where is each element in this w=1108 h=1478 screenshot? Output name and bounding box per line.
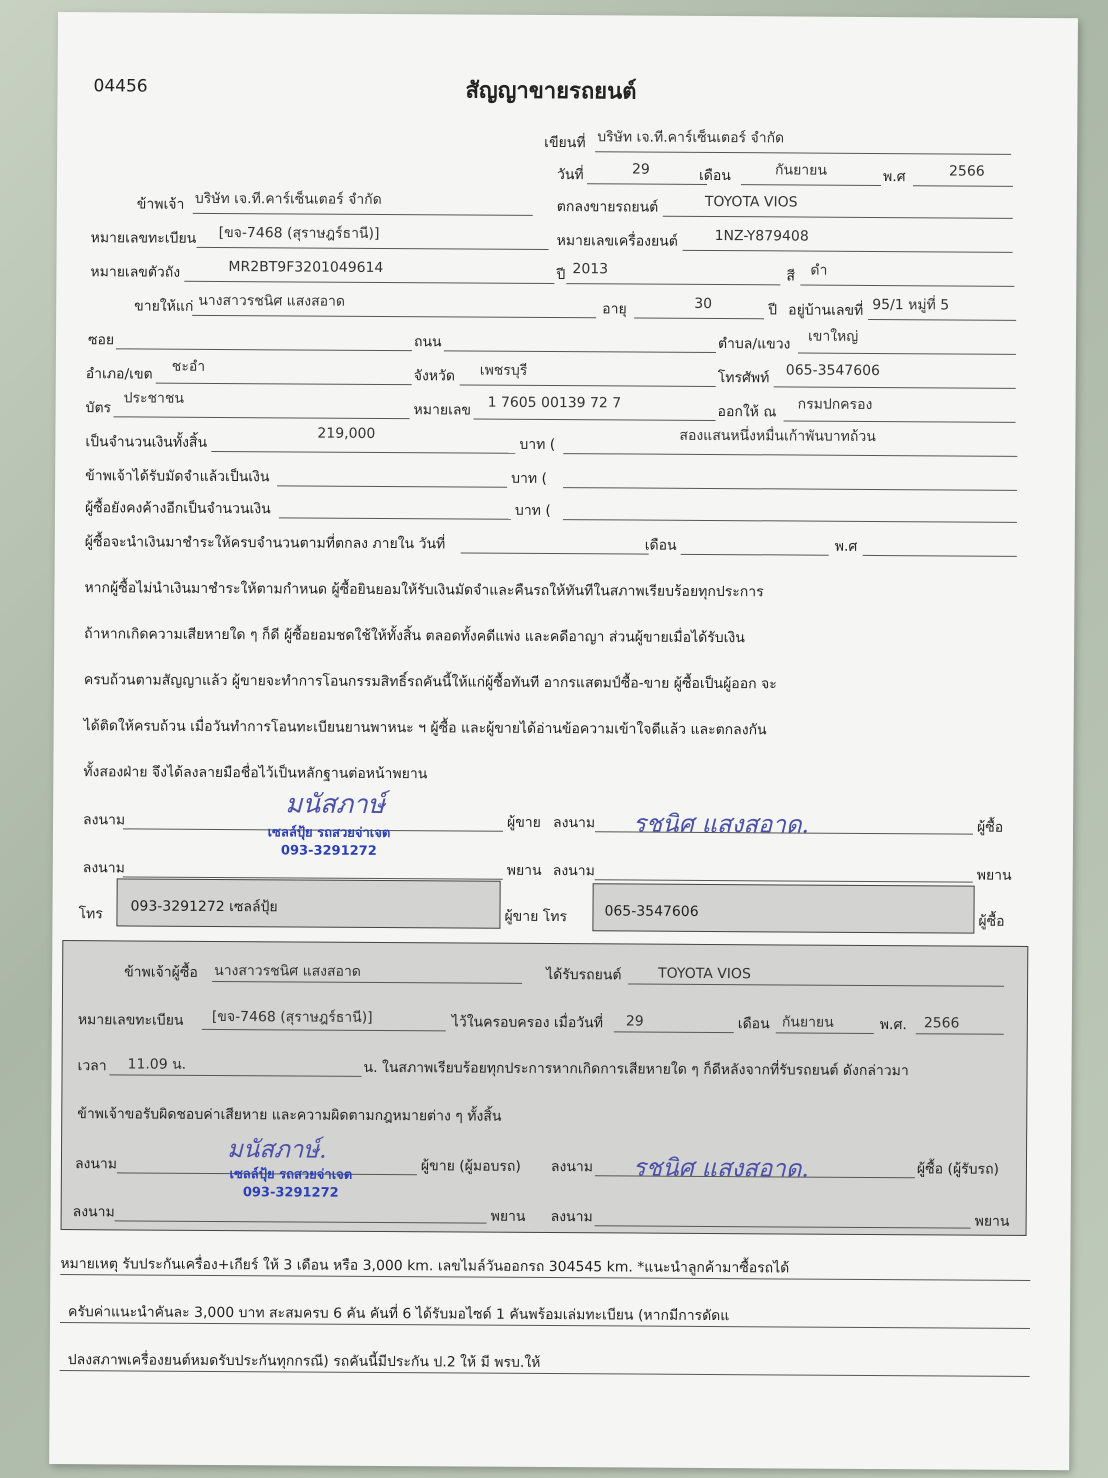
receipt-liability-text: ข้าพเจ้าขอรับผิดชอบค่าเสียหาย และความผิดตามกฎหมายต่าง ๆ ทั้งสิ้น [77,1106,502,1125]
amphoe-label: อำเภอ/เขต [85,366,153,383]
year-label: ปี [556,267,566,284]
soi-label: ซอย [87,332,115,349]
receipt-buyer-name: นางสาวรชนิศ แสงสอาด [214,962,361,980]
sell-to-label: ขายให้แก่ [134,298,194,315]
terms-paragraph-3: ครบถ้วนตามสัญญาแล้ว ผู้ขายจะทำการโอนกรรมสิทธิ์รถคันนี้ให้แก่ผู้ซื้อทันที อากรแสตมป์ซื้อ-ขาย ผู้ซื้อเป็นผู้ออก จะ [83,672,777,693]
plate-value: [ขจ-7468 (สุราษฎร์ธานี)] [218,224,380,242]
seller-stamp-phone: 093-3291272 [280,843,377,859]
written-at-label: เขียนที่ [544,134,586,152]
tambon-value: เขาใหญ่ [807,328,859,345]
note-line-1: หมายเหตุ รับประกันเครื่อง+เกียร์ ให้ 3 เดือน หรือ 3,000 km. เลขไมล์วันออกรถ 304545 km. *แนะนำลูกค้ามาซื้อรถได้ [60,1256,790,1277]
receipt-seller-sign-label: ลงนาม [74,1156,118,1173]
terms-paragraph-5: ทั้งสองฝ่าย จึงได้ลงลายมือชื่อไว้เป็นหลักฐานต่อหน้าพยาน [83,764,428,783]
month-label: เดือน [698,167,731,185]
witness1-label: พยาน [506,862,542,879]
phone-value: 065-3547606 [785,362,880,380]
remaining-baht-label: บาท ( [514,502,551,520]
engine-no-value: 1NZ-Y879408 [714,228,809,245]
road-label: ถนน [413,334,442,351]
buyer-tel-value: 065-3547606 [604,903,699,920]
phone-label: โทรศัพท์ [717,370,770,387]
buyer-sign-label: ลงนาม [553,815,596,832]
buyer-signature: รชนิศ แสงสอาด. [632,809,810,839]
issued-by-value: กรมปกครอง [797,396,873,413]
card-number-value: 1 7605 00139 72 7 [487,394,622,412]
total-amount-value: 219,000 [317,425,376,442]
receipt-plate-label: หมายเลขทะเบียน [77,1012,184,1029]
receipt-seller-role: ผู้ขาย (ผู้มอบรถ) [420,1158,521,1175]
receipt-witness1-label: พยาน [490,1208,526,1225]
receipt-buyer-sign-label: ลงนาม [550,1159,594,1176]
written-at-value: บริษัท เจ.ที.คาร์เซ็นเตอร์ จำกัด [597,129,785,147]
card-number-label: หมายเลข [413,402,472,419]
receipt-stamp-name: เซลล์ปุ้ย รถสวยจ่าเจต [229,1167,353,1183]
receipt-year-value: 2566 [923,1015,960,1032]
age-value: 30 [694,295,713,313]
receipt-witness1-sign-label: ลงนาม [72,1204,115,1221]
receipt-possession-label: ไว้ในครอบครอง เมื่อวันที่ [451,1014,604,1032]
seller-signature: มนัสภาษ์ [285,789,385,821]
chassis-label: หมายเลขตัวถัง [90,264,181,281]
date-label: วันที่ [556,167,584,184]
terms-paragraph-1: หากผู้ซื้อไม่นำเงินมาชำระให้ตามกำหนด ผู้ซื้อยินยอมให้รับเงินมัดจำและคืนรถให้ทันทีในสภาพเรียบร้อยทุกประการ [84,580,764,601]
tambon-label: ตำบล/แขวง [717,336,791,353]
witness2-sign-label: ลงนาม [552,863,595,880]
engine-no-label: หมายเลขเครื่องยนต์ [556,233,678,250]
receipt-stamp-phone: 093-3291272 [242,1185,339,1201]
age-year-label: ปี [768,302,778,319]
document-title: สัญญาขายรถยนต์ [465,78,637,105]
pay-month-label: เดือน [644,537,677,554]
note-line-2: ครับค่าแนะนำคันละ 3,000 บาท สะสมครบ 6 คัน คันที่ 6 ได้รับมอไซด์ 1 คันพร้อมเล่มทะเบียน (หากมีการดัดแ [68,1304,730,1325]
province-value: เพชรบุรี [479,362,528,379]
receipt-i-buyer-label: ข้าพเจ้าผู้ซื้อ [124,964,198,981]
terms-paragraph-4: ได้ติดให้ครบถ้วน เมื่อวันทำการโอนทะเบียนยานพาหนะ ฯ ผู้ซื้อ และผู้ขายได้อ่านข้อความเข้าใจดีแล้ว และตกลงกัน [83,718,767,739]
total-amount-label: เป็นจำนวนเงินทั้งสิ้น [85,434,208,451]
witness2-label: พยาน [976,867,1012,884]
contract-paper [49,12,1078,1470]
seller-stamp-name: เซลล์ปุ้ย รถสวยจ่าเจต [267,825,391,842]
receipt-buyer-signature: รชนิศ แสงสอาด. [632,1153,810,1183]
receipt-time-label: เวลา [77,1058,107,1075]
document-number: 04456 [93,76,148,97]
seller-sign-label: ลงนาม [83,812,126,829]
receipt-witness2-label: พยาน [974,1213,1010,1230]
pay-be-label: พ.ศ [834,538,858,555]
buyer-name-value: นางสาวรชนิศ แสงสอาด [198,292,346,310]
witness1-sign-label: ลงนาม [82,860,125,877]
be-year-label: พ.ศ [882,169,906,186]
date-day-value: 29 [631,161,650,178]
receipt-witness2-sign-label: ลงนาม [550,1209,593,1226]
receipt-be-label: พ.ศ. [879,1017,907,1034]
receipt-time-value: 11.09 น. [127,1056,187,1073]
card-label: บัตร [85,400,112,417]
tel-label: โทร [78,906,103,923]
pay-within-label: ผู้ซื้อจะนำเงินมาชำระให้ครบจำนวนตามที่ตกลง ภายใน วันที่ [84,534,446,553]
car-model-value: TOYOTA VIOS [704,193,798,211]
deposit-label: ข้าพเจ้าได้รับมัดจำแล้วเป็นเงิน [85,468,270,486]
color-label: สี [786,268,795,285]
date-month-value: กันยายน [774,162,827,179]
receipt-plate-value: [ขจ-7468 (สุราษฎร์ธานี)] [211,1008,373,1026]
receipt-day-value: 29 [625,1013,644,1030]
seller-tel-label: ผู้ขาย โทร [504,908,568,926]
plate-label: หมายเลขทะเบียน [90,230,197,247]
receipt-seller-signature: มนัสภาษ์. [226,1135,327,1164]
receipt-car-model: TOYOTA VIOS [658,965,751,983]
receipt-condition-text: น. ในสภาพเรียบร้อยทุกประการหากเกิดการเสียหายใด ๆ ก็ดีหลังจากที่รับรถยนต์ ดังกล่าวมา [363,1059,909,1080]
date-year-value: 2566 [948,163,985,180]
seller-name-value: บริษัท เจ.ที.คาร์เซ็นเตอร์ จำกัด [194,190,382,208]
deposit-baht-label: บาท ( [511,470,548,487]
issued-by-label: ออกให้ ณ [717,404,777,421]
total-baht-label: บาท ( [519,436,556,454]
receipt-buyer-role: ผู้ซื้อ (ผู้รับรถ) [916,1161,1000,1178]
remaining-label: ผู้ซื้อยังคงค้างอีกเป็นจำนวนเงิน [84,500,271,518]
card-type-value: ประชาชน [123,390,185,407]
receipt-received-car-label: ได้รับรถยนต์ [546,966,622,984]
province-label: จังหวัด [413,368,456,385]
amphoe-value: ชะอำ [171,358,206,375]
color-value: ดำ [810,262,828,279]
agree-sell-label: ตกลงขายรถยนต์ [556,199,659,216]
year-value: 2013 [572,261,609,278]
buyer-role-label: ผู้ซื้อ [976,819,1004,836]
address-no-value: 95/1 หมู่ที่ 5 [872,296,950,314]
total-words-value: สองแสนหนึ่งหมื่นเก้าพันบาทถ้วน [679,427,876,446]
address-no-label: อยู่บ้านเลขที่ [788,302,864,319]
seller-tel-value: 093-3291272 เซลล์ปุ้ย [130,898,278,916]
buyer-tel-role-label: ผู้ซื้อ [978,913,1005,930]
seller-role-label: ผู้ขาย [507,814,541,831]
note-line-3: ปลงสภาพเครื่องยนต์หมดรับประกันทุกกรณี) รถคันนี้มีประกัน ป.2 ให้ มี พรบ.ให้ [67,1352,541,1371]
i-label: ข้าพเจ้า [136,196,185,213]
chassis-value: MR2BT9F3201049614 [228,259,384,276]
terms-paragraph-2: ถ้าหากเกิดความเสียหายใด ๆ ก็ดี ผู้ซื้อยอมชดใช้ให้ทั้งสิ้น ตลอดทั้งคดีแพ่ง และคดีอาญา ส่วนผู้ขายเมื่อได้รับเงิน [84,626,745,647]
age-label: อายุ [602,301,627,318]
receipt-month-value: กันยายน [781,1014,834,1031]
receipt-month-label: เดือน [737,1016,770,1033]
